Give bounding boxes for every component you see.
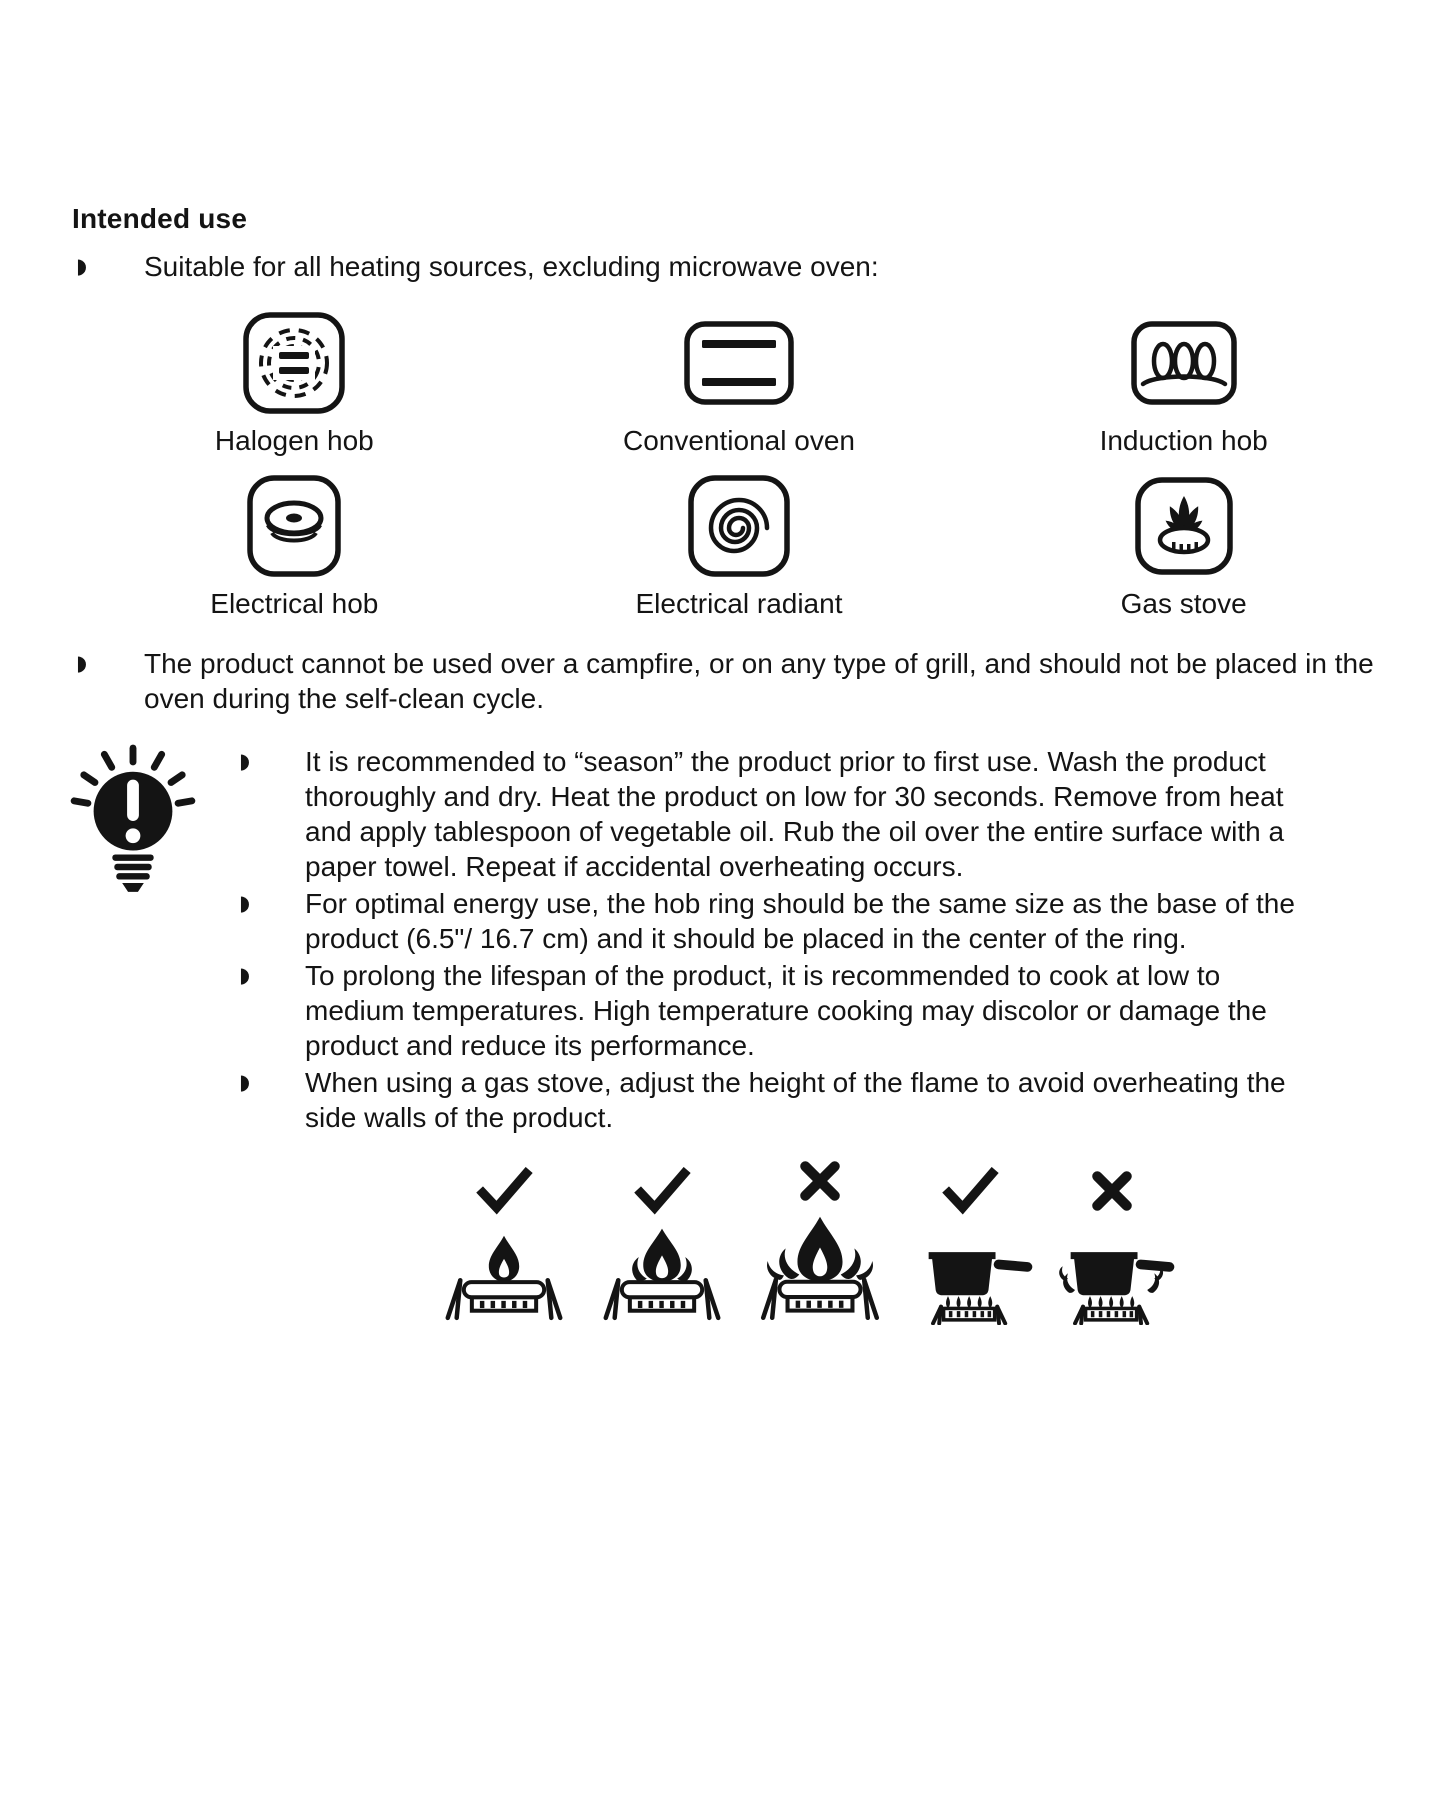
half-circle-bullet-icon: ◗ bbox=[239, 963, 251, 987]
source-label: Conventional oven bbox=[623, 425, 855, 456]
pot-correct-heat-icon bbox=[904, 1225, 1036, 1330]
intro-bullet-text: Suitable for all heating sources, excluding microwave oven: bbox=[144, 251, 879, 282]
campfire-bullet-text: The product cannot be used over a campfire, or on any type of grill, and should not be placed in the oven during the self-clean cycle. bbox=[144, 648, 1374, 714]
electrical-radiant-icon bbox=[687, 473, 791, 579]
tip-text: It is recommended to “season” the product prior to first use. Wash the product thoroughly and dry. Heat the product on low for 30 seconds. Remove from heat and apply tablespoon of vegetable oil. Rub the oil over the entire surface with a paper towel. Repeat if accidental overheating occurs. bbox=[305, 746, 1285, 882]
small-flame-burner-icon bbox=[430, 1225, 578, 1330]
tip-text: When using a gas stove, adjust the height of the flame to avoid overheating the side walls of the product. bbox=[305, 1067, 1286, 1133]
conventional-oven-icon bbox=[683, 310, 795, 416]
flame-guide-column bbox=[430, 1165, 578, 1330]
cross-mark-icon bbox=[1089, 1165, 1135, 1217]
heating-source-cell bbox=[961, 473, 1406, 620]
check-mark-icon bbox=[475, 1165, 533, 1217]
half-circle-bullet-icon: ◗ bbox=[76, 254, 88, 278]
flame-guide bbox=[430, 1155, 1380, 1330]
electrical-hob-icon bbox=[246, 473, 342, 579]
flame-guide-column bbox=[904, 1165, 1036, 1330]
tip-text: To prolong the lifespan of the product, it is recommended to cook at low to medium temperatures. High temperature cooking may discolor or damage the product and reduce its performance. bbox=[305, 960, 1267, 1061]
gas-stove-icon bbox=[1134, 473, 1234, 579]
induction-hob-icon bbox=[1130, 310, 1238, 416]
flame-guide-column bbox=[746, 1155, 894, 1330]
pot-overheated-sides-icon bbox=[1046, 1225, 1178, 1330]
heating-source-cell bbox=[961, 310, 1406, 457]
cross-mark-icon bbox=[797, 1155, 843, 1207]
check-mark-icon bbox=[633, 1165, 691, 1217]
lightbulb-exclamation-icon bbox=[69, 744, 197, 1137]
heating-source-cell bbox=[517, 310, 962, 457]
source-label: Electrical hob bbox=[210, 588, 379, 619]
campfire-bullet bbox=[72, 646, 1380, 716]
half-circle-bullet-icon: ◗ bbox=[239, 1070, 251, 1094]
heating-sources-grid bbox=[72, 310, 1406, 620]
halogen-hob-icon bbox=[242, 310, 346, 416]
large-flame-burner-icon bbox=[746, 1215, 894, 1330]
medium-flame-burner-icon bbox=[588, 1225, 736, 1330]
tip-item bbox=[239, 744, 1373, 884]
half-circle-bullet-icon: ◗ bbox=[76, 651, 88, 675]
source-label: Electrical radiant bbox=[635, 588, 843, 619]
heating-source-cell bbox=[517, 473, 962, 620]
tip-item bbox=[239, 886, 1373, 956]
source-label: Halogen hob bbox=[214, 425, 374, 456]
heating-source-cell bbox=[72, 473, 517, 620]
source-label: Gas stove bbox=[1120, 588, 1247, 619]
heating-source-cell bbox=[72, 310, 517, 457]
page-title: Intended use bbox=[72, 203, 248, 234]
check-mark-icon bbox=[941, 1165, 999, 1217]
tip-section bbox=[72, 744, 1380, 1137]
tip-list bbox=[239, 744, 1373, 1137]
half-circle-bullet-icon: ◗ bbox=[239, 891, 251, 915]
flame-guide-column bbox=[588, 1165, 736, 1330]
tip-text: For optimal energy use, the hob ring should be the same size as the base of the product (6.5"/ 16.7 cm) and it should be placed in the center of the ring. bbox=[305, 888, 1295, 954]
intro-bullet bbox=[72, 249, 1380, 284]
source-label: Induction hob bbox=[1099, 425, 1268, 456]
flame-guide-column bbox=[1046, 1165, 1178, 1330]
tip-item bbox=[239, 958, 1373, 1063]
tip-item bbox=[239, 1065, 1373, 1135]
half-circle-bullet-icon: ◗ bbox=[239, 749, 251, 773]
